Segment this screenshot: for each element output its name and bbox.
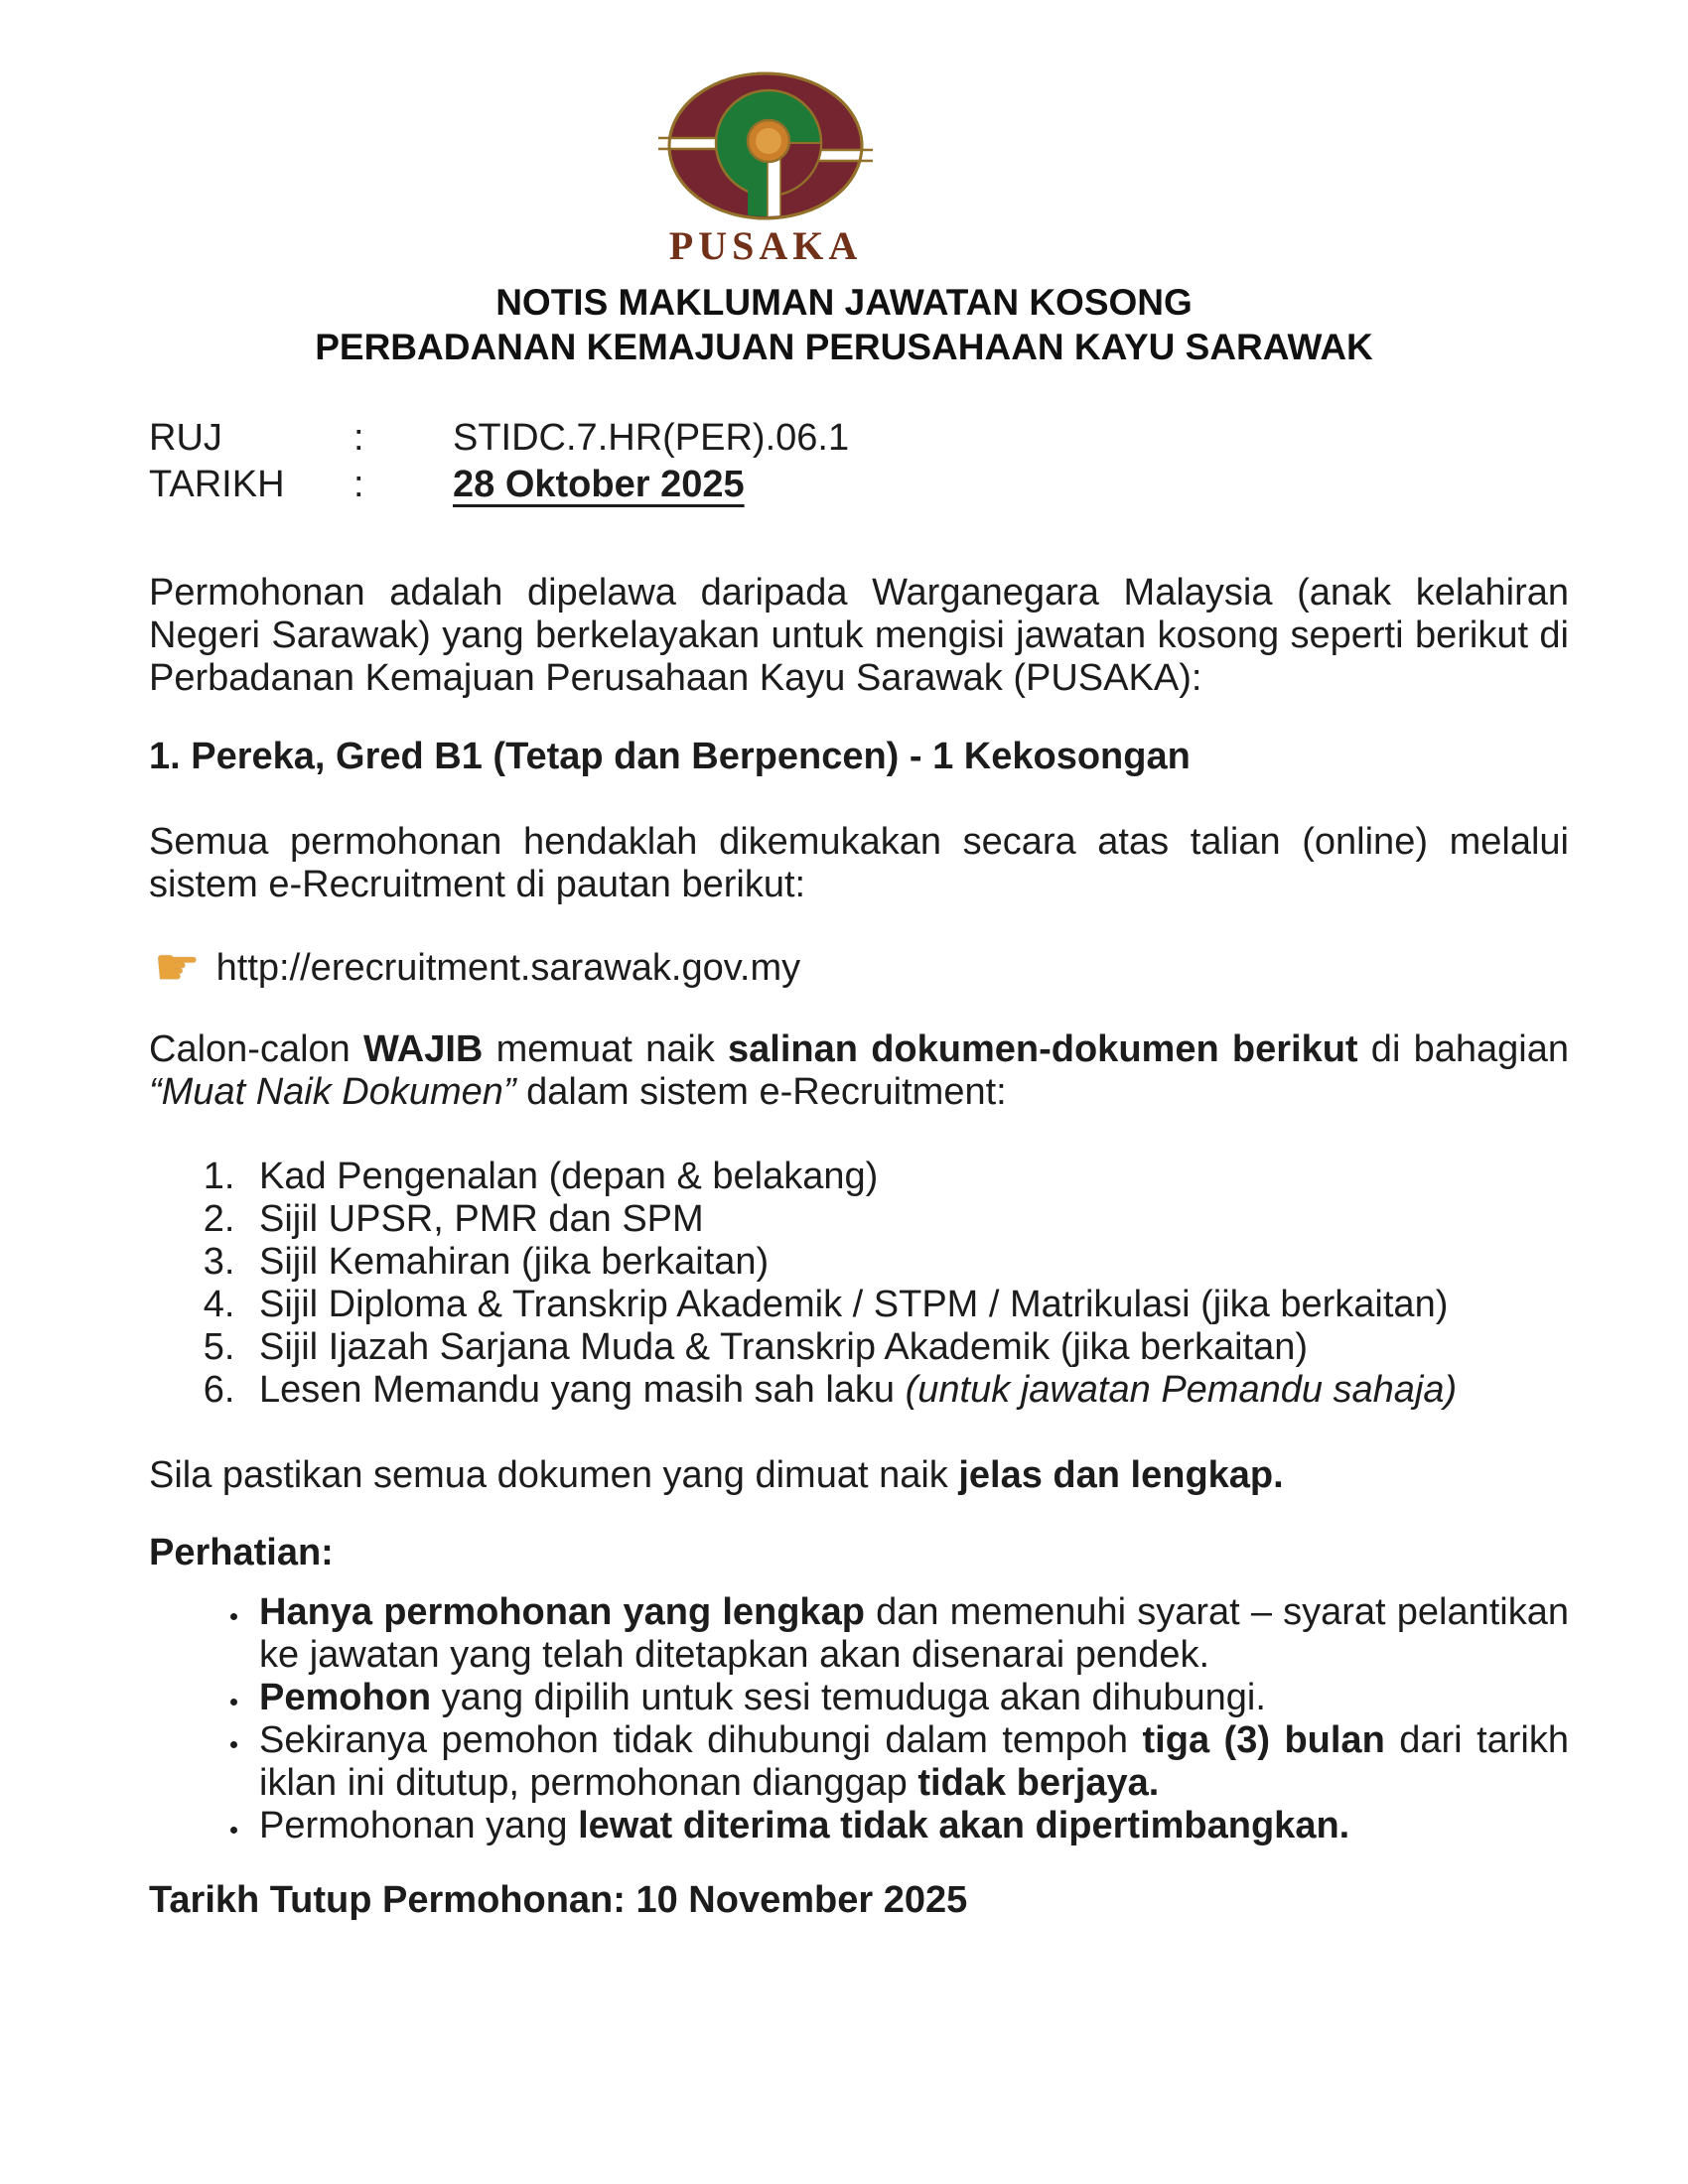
text-segment: WAJIB (363, 1028, 484, 1070)
ruj-label: RUJ (149, 417, 222, 459)
attention-note-item (251, 1719, 1569, 1805)
tarikh-label: TARIKH (149, 464, 285, 505)
pointing-hand-icon: ☛ (154, 938, 201, 998)
logo-orange-highlight (756, 128, 781, 154)
text-segment: Permohonan adalah dipelawa daripada Warganegara Malaysia (anak kelahiran Negeri Sarawak) yang berkelayakan untuk mengisi jawatan kosong seperti berikut di Perbadanan Kemajuan Perusahaan Kayu Sarawak (PUSAKA): (149, 572, 1569, 699)
online-submission-paragraph (149, 821, 1569, 906)
document-item (245, 1198, 1569, 1241)
text-segment: tidak berjaya. (917, 1762, 1160, 1804)
tarikh-row (149, 462, 1569, 508)
text-segment: Pemohon (259, 1677, 432, 1718)
logo-wordmark: PUSAKA (668, 223, 863, 268)
text-segment: tiga (3) bulan (1142, 1719, 1385, 1761)
pusaka-logo (656, 71, 875, 222)
vacancy-heading: 1. Pereka, Gred B1 (Tetap dan Berpencen) - 1 Kekosongan (149, 736, 1191, 777)
text-segment: Permohonan yang (259, 1805, 579, 1846)
text-segment: Hanya permohonan yang lengkap (259, 1591, 865, 1633)
recruitment-url[interactable]: http://erecruitment.sarawak.gov.my (215, 946, 801, 989)
text-segment: Sekiranya pemohon tidak dihubungi dalam tempoh (259, 1719, 1143, 1761)
tarikh-value: 28 Oktober 2025 (453, 464, 745, 505)
attention-note-item (251, 1677, 1569, 1719)
text-segment: Sila pastikan semua dokumen yang dimuat naik (149, 1454, 959, 1496)
text-segment: lewat diterima tidak akan dipertimbangkan. (578, 1805, 1350, 1846)
text-segment: dari tarikh iklan ini ditutup, permohonan dianggap (259, 1719, 1569, 1804)
document-item (245, 1156, 1569, 1198)
text-segment: Sijil Kemahiran (jika berkaitan) (259, 1241, 770, 1283)
ruj-row (149, 415, 1569, 462)
attention-notes-list (149, 1591, 1569, 1847)
text-segment: Sijil Ijazah Sarjana Muda & Transkrip Akademik (jika berkaitan) (259, 1326, 1309, 1368)
upload-paragraph (149, 1028, 1569, 1114)
recruitment-link-row (149, 938, 1569, 998)
title-line-1: NOTIS MAKLUMAN JAWATAN KOSONG (495, 282, 1193, 323)
text-segment: Sijil UPSR, PMR dan SPM (259, 1198, 704, 1240)
text-segment: dan memenuhi syarat – syarat pelantikan ke jawatan yang telah ditetapkan akan disenarai pendek. (259, 1591, 1569, 1676)
pusaka-logo-block (0, 71, 1610, 268)
attention-note-item (251, 1805, 1569, 1847)
ruj-colon: : (353, 417, 364, 459)
text-segment: Sijil Diploma & Transkrip Akademik / STPM / Matrikulasi (jika berkaitan) (259, 1284, 1449, 1325)
title-line-2: PERBADANAN KEMAJUAN PERUSAHAAN KAYU SARAWAK (315, 327, 1373, 367)
logo-green-stem (748, 166, 768, 220)
text-segment: Lesen Memandu yang masih sah laku (259, 1369, 906, 1411)
document-title (0, 280, 1688, 369)
attention-heading: Perhatian: (149, 1532, 334, 1573)
text-segment: Kad Pengenalan (depan & belakang) (259, 1156, 879, 1197)
ruj-value: STIDC.7.HR(PER).06.1 (453, 417, 850, 459)
ensure-paragraph (149, 1454, 1569, 1497)
document-item (245, 1369, 1569, 1412)
tarikh-colon: : (353, 464, 364, 505)
text-segment: jelas dan lengkap. (958, 1454, 1284, 1496)
document-item (245, 1241, 1569, 1284)
text-segment: dalam sistem e-Recruitment: (515, 1071, 1007, 1113)
document-list (149, 1156, 1569, 1412)
text-segment: yang dipilih untuk sesi temuduga akan dihubungi. (431, 1677, 1266, 1718)
closing-date-line: Tarikh Tutup Permohonan: 10 November 2025 (149, 1879, 968, 1921)
text-segment: salinan dokumen-dokumen berikut (728, 1028, 1358, 1070)
text-segment: di bahagian (1357, 1028, 1569, 1070)
text-segment: “Muat Naik Dokumen” (149, 1071, 516, 1113)
reference-block (149, 415, 1569, 508)
attention-note-item (251, 1591, 1569, 1677)
document-item (245, 1326, 1569, 1369)
text-segment: (untuk jawatan Pemandu sahaja) (905, 1369, 1458, 1411)
text-segment: memuat naik (483, 1028, 729, 1070)
text-segment: Calon-calon (149, 1028, 364, 1070)
text-segment: Semua permohonan hendaklah dikemukakan secara atas talian (online) melalui sistem e-Recruitment di pautan berikut: (149, 821, 1569, 905)
intro-paragraph (149, 572, 1569, 700)
document-item (245, 1284, 1569, 1326)
